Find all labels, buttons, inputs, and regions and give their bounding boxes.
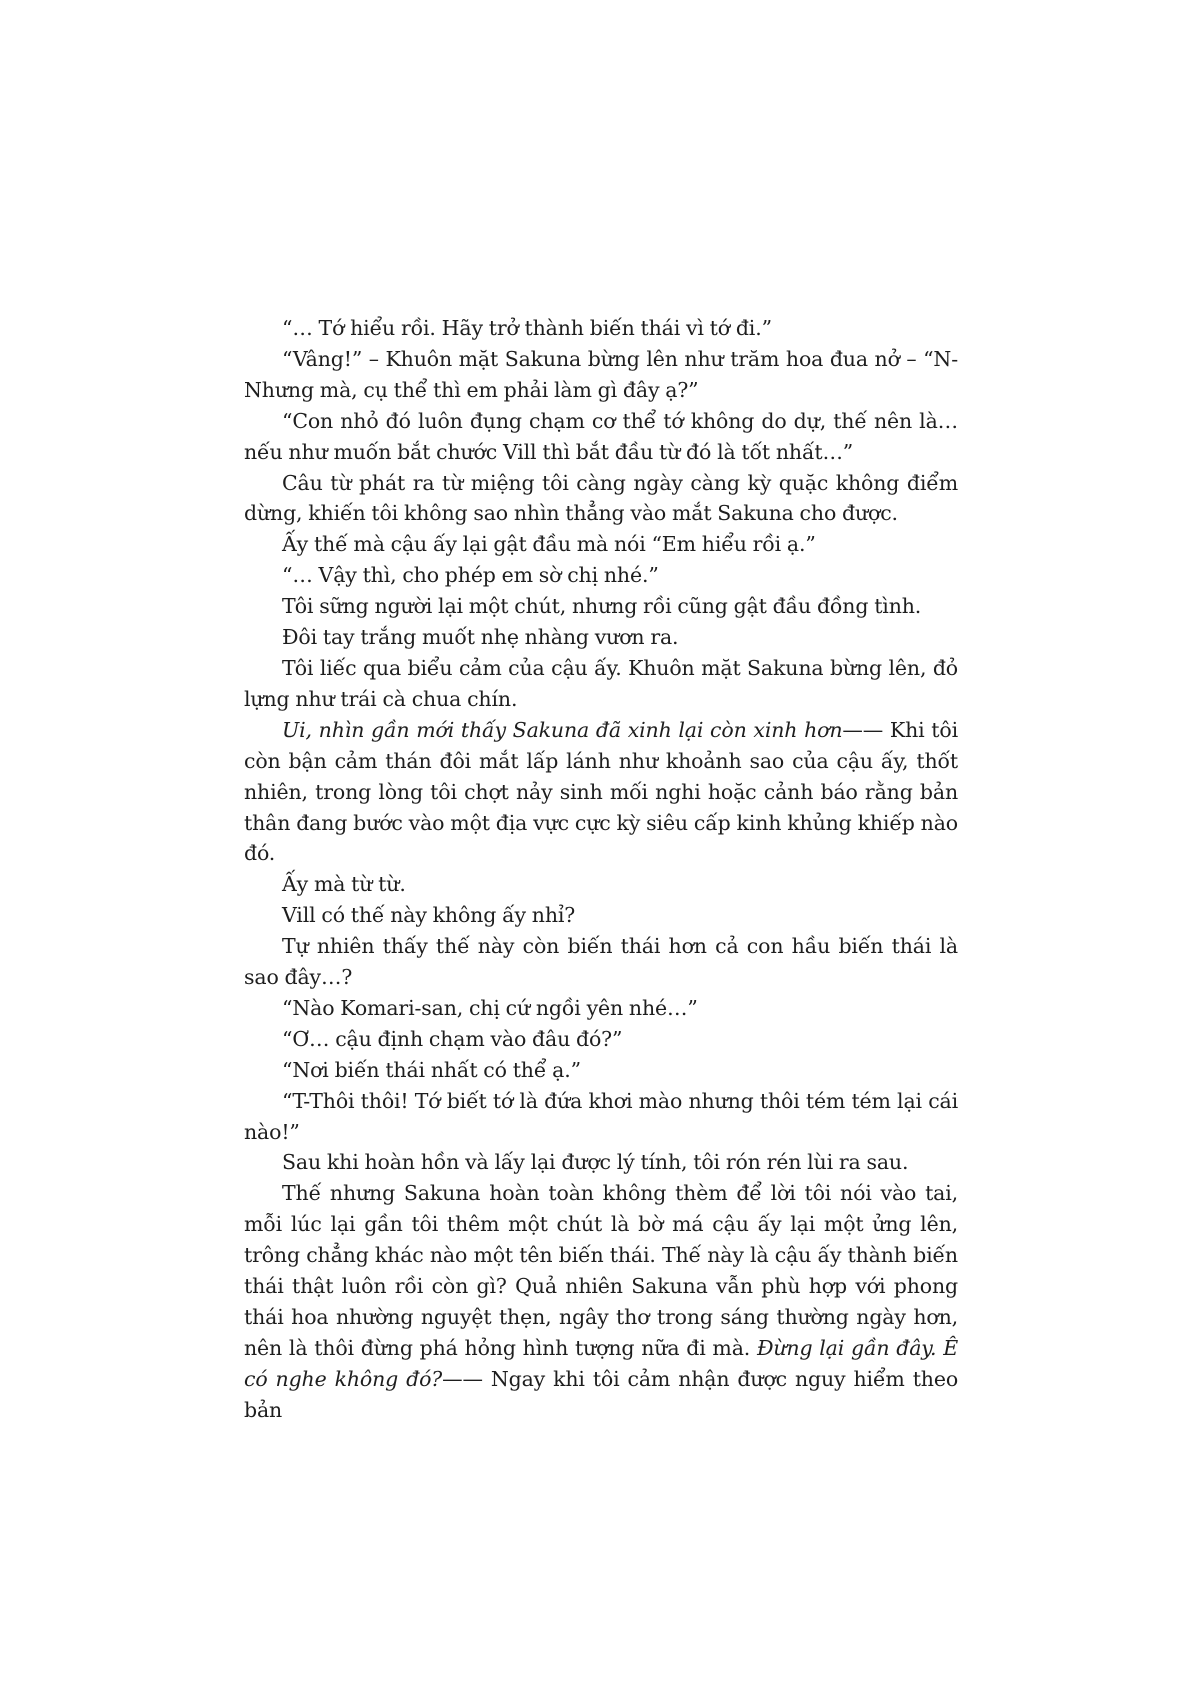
paragraph [244,468,958,530]
text-segment: “Ơ… cậu định chạm vào đâu đó?” [282,1026,623,1051]
paragraph [244,900,958,931]
text-segment: Ấy mà từ từ. [282,872,406,897]
paragraph [244,344,958,406]
paragraph [244,529,958,560]
paragraph [244,931,958,993]
paragraph [244,591,958,622]
paragraph [244,313,958,344]
paragraph [244,1024,958,1055]
paragraph [244,1147,958,1178]
page-body-text [244,313,958,1426]
text-segment: Tôi sững người lại một chút, nhưng rồi cũng gật đầu đồng tình. [282,594,922,619]
text-segment: Thế nhưng Sakuna hoàn toàn không thèm để lời tôi nói vào tai, mỗi lúc lại gần tôi thêm một chút là bờ má cậu ấy lại một ửng lên, trông chẳng khác nào một tên biến thái. Thế này là cậu ấy thành biến thái thật luôn rồi còn gì? Quả nhiên Sakuna vẫn phù hợp với phong thái hoa nhường nguyệt thẹn, ngây thơ trong sáng thường ngày hơn, nên là thôi đừng phá hỏng hình tượng nữa đi mà. [244,1181,958,1360]
text-segment: Đôi tay trắng muốt nhẹ nhàng vươn ra. [282,625,679,650]
paragraph [244,993,958,1024]
text-segment: “Nào Komari-san, chị cứ ngồi yên nhé…” [282,995,698,1020]
text-segment: Tự nhiên thấy thế này còn biến thái hơn cả con hầu biến thái là sao đây…? [244,934,958,990]
paragraph [244,653,958,715]
text-segment: —— Khi tôi còn bận cảm thán đôi mắt lấp lánh như khoảnh sao của cậu ấy, thốt nhiên, trong lòng tôi chợt nảy sinh mối nghi hoặc cảnh báo rằng bản thân đang bước vào một địa vực cực kỳ siêu cấp kinh khủng khiếp nào đó. [244,717,958,866]
paragraph [244,406,958,468]
text-segment: Câu từ phát ra từ miệng tôi càng ngày càng kỳ quặc không điểm dừng, khiến tôi không sao nhìn thẳng vào mắt Sakuna cho được. [244,470,958,526]
paragraph [244,715,958,870]
text-segment: Vill có thế này không ấy nhỉ? [282,903,576,928]
paragraph [244,1178,958,1425]
text-segment: “T-Thôi thôi! Tớ biết tớ là đứa khơi mào nhưng thôi tém tém lại cái nào!” [244,1088,958,1144]
italic-text-segment: Ui, nhìn gần mới thấy Sakuna đã xinh lại còn xinh hơn [282,717,843,742]
paragraph [244,622,958,653]
text-segment: “… Tớ hiểu rồi. Hãy trở thành biến thái vì tớ đi.” [282,316,772,340]
text-segment: “… Vậy thì, cho phép em sờ chị nhé.” [282,563,659,588]
italic-text-segment: Đừng lại gần đây. Ê có nghe không đó? [244,1335,959,1391]
text-segment: “Con nhỏ đó luôn đụng chạm cơ thể tớ không do dự, thế nên là… nếu như muốn bắt chước Vill thì bắt đầu từ đó là tốt nhất…” [244,408,958,464]
paragraph [244,560,958,591]
paragraph [244,1086,958,1148]
paragraph [244,869,958,900]
paragraph [244,1055,958,1086]
text-segment: Ấy thế mà cậu ấy lại gật đầu mà nói “Em hiểu rồi ạ.” [282,532,816,557]
text-segment: Sau khi hoàn hồn và lấy lại được lý tính, tôi rón rén lùi ra sau. [282,1150,909,1175]
text-segment: “Nơi biến thái nhất có thể ạ.” [282,1057,581,1082]
text-segment: —— Ngay khi tôi cảm nhận được nguy hiểm theo bản [244,1366,959,1422]
text-segment: “Vâng!” – Khuôn mặt Sakuna bừng lên như trăm hoa đua nở – “N-Nhưng mà, cụ thể thì em phải làm gì đây ạ?” [244,346,958,402]
text-segment: Tôi liếc qua biểu cảm của cậu ấy. Khuôn mặt Sakuna bừng lên, đỏ lựng như trái cà chua chín. [244,655,958,711]
